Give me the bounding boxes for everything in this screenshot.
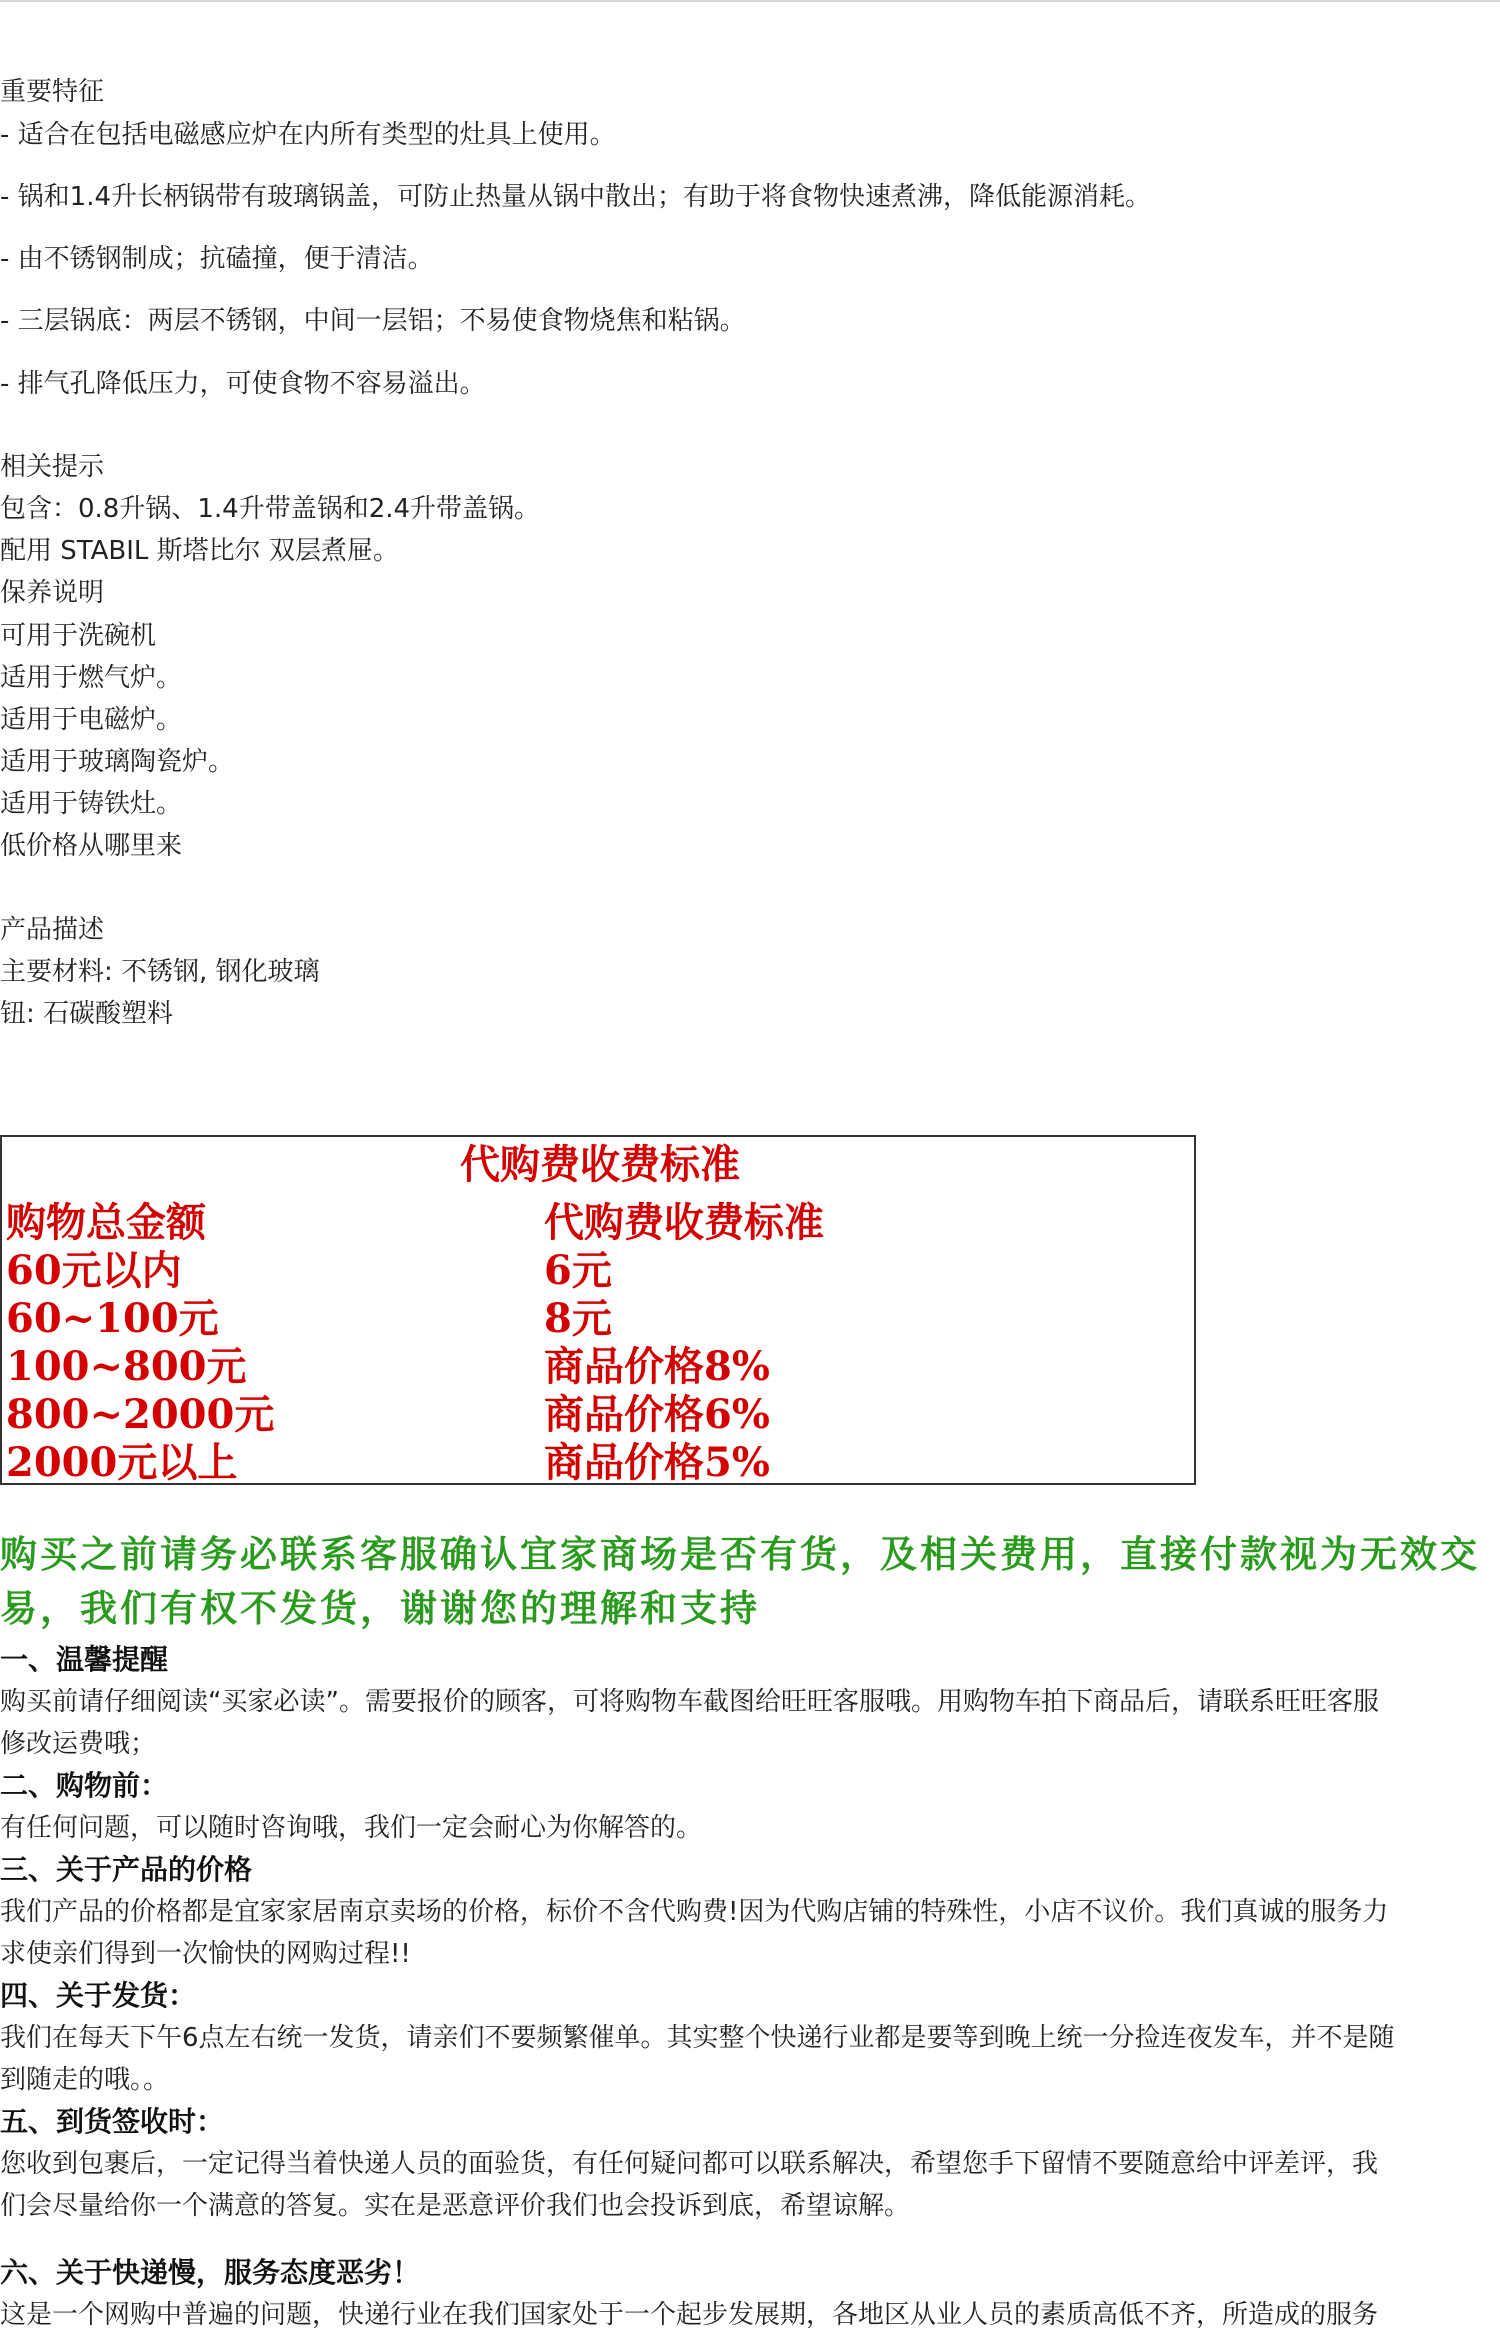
- fee-header-standard: 代购费收费标准: [544, 1199, 824, 1246]
- fee-row-fee: 8元: [544, 1295, 612, 1342]
- fee-row-amount: 60~100元: [6, 1295, 219, 1342]
- purchase-notice-line-2: 易，我们有权不发货，谢谢您的理解和支持: [0, 1586, 760, 1630]
- fee-header-amount: 购物总金额: [6, 1199, 206, 1246]
- section-text: 到随走的哦。。: [0, 2065, 170, 2095]
- description-knob: 钮: 石碳酸塑料: [0, 999, 174, 1029]
- fee-table: [0, 1135, 1196, 1485]
- section-heading: 五、到货签收时：: [0, 2105, 225, 2138]
- fee-row-amount: 800~2000元: [6, 1391, 275, 1438]
- fee-table-header: [2, 1199, 1198, 1247]
- feature-item-3: - 由不锈钢制成；抗磕撞，便于清洁。: [0, 244, 434, 274]
- section-heading: 四、关于发货：: [0, 1979, 197, 2012]
- fee-row: [2, 1343, 1198, 1391]
- fee-row-amount: 60元以内: [6, 1247, 182, 1294]
- fee-row-amount: 2000元以上: [6, 1439, 238, 1486]
- care-cast-iron: 适用于铸铁灶。: [0, 789, 183, 819]
- fee-row-fee: 商品价格6%: [544, 1391, 770, 1438]
- low-price-heading: 低价格从哪里来: [0, 831, 183, 861]
- feature-item-2: - 锅和1.4升长柄锅带有玻璃锅盖，可防止热量从锅中散出；有助于将食物快速煮沸，降低能源消耗。: [0, 182, 1151, 212]
- section-text: 购买前请仔细阅读“买家必读”。需要报价的顾客，可将购物车截图给旺旺客服哦。用购物车拍下商品后，请联系旺旺客服: [0, 1687, 1379, 1717]
- tips-contents: 包含：0.8升锅、1.4升带盖锅和2.4升带盖锅。: [0, 494, 541, 524]
- section-text: 这是一个网购中普遍的问题，快递行业在我们国家处于一个起步发展期，各地区从业人员的素质高低不齐，所造成的服务: [0, 2300, 1379, 2330]
- purchase-notice-line-1: 购买之前请务必联系客服确认宜家商场是否有货，及相关费用，直接付款视为无效交: [0, 1532, 1480, 1576]
- fee-table-title: 代购费收费标准: [460, 1141, 740, 1188]
- fee-row-fee: 6元: [544, 1247, 612, 1294]
- features-heading: 重要特征: [0, 77, 105, 107]
- section-heading: 六、关于快递慢，服务态度恶劣！: [0, 2256, 421, 2289]
- section-text: 我们在每天下午6点左右统一发货，请亲们不要频繁催单。其实整个快递行业都是要等到晚上统一分捡连夜发车，并不是随: [0, 2023, 1395, 2053]
- care-induction: 适用于电磁炉。: [0, 705, 183, 735]
- fee-row-amount: 100~800元: [6, 1343, 247, 1390]
- feature-item-5: - 排气孔降低压力，可使食物不容易溢出。: [0, 369, 486, 399]
- section-text: 有任何问题，可以随时咨询哦，我们一定会耐心为你解答的。: [0, 1813, 703, 1843]
- tips-pairing: 配用 STABIL 斯塔比尔 双层煮屉。: [0, 536, 399, 566]
- fee-row: [2, 1439, 1198, 1487]
- feature-item-1: - 适合在包括电磁感应炉在内所有类型的灶具上使用。: [0, 120, 616, 150]
- fee-row: [2, 1247, 1198, 1295]
- fee-row: [2, 1391, 1198, 1439]
- section-heading: 一、温馨提醒: [0, 1643, 169, 1676]
- section-text: 您收到包裹后，一定记得当着快递人员的面验货，有任何疑问都可以联系解决，希望您手下留情不要随意给中评差评，我: [0, 2149, 1379, 2179]
- fee-row: [2, 1295, 1198, 1343]
- feature-item-4: - 三层锅底：两层不锈钢，中间一层铝；不易使食物烧焦和粘锅。: [0, 306, 746, 336]
- section-text: 我们产品的价格都是宜家家居南京卖场的价格，标价不含代购费!因为代购店铺的特殊性，小店不议价。我们真诚的服务力: [0, 1897, 1389, 1927]
- care-dishwasher: 可用于洗碗机: [0, 621, 157, 651]
- care-ceramic: 适用于玻璃陶瓷炉。: [0, 747, 235, 777]
- description-material: 主要材料: 不锈钢, 钢化玻璃: [0, 957, 320, 987]
- description-heading: 产品描述: [0, 915, 105, 945]
- fee-row-fee: 商品价格8%: [544, 1343, 770, 1390]
- top-divider: [0, 0, 1500, 2]
- section-text: 们会尽量给你一个满意的答复。实在是恶意评价我们也会投诉到底，希望谅解。: [0, 2191, 911, 2221]
- care-gas: 适用于燃气炉。: [0, 663, 183, 693]
- section-text: 修改运费哦；: [0, 1729, 157, 1759]
- tips-heading: 相关提示: [0, 452, 105, 482]
- fee-row-fee: 商品价格5%: [544, 1439, 770, 1486]
- section-heading: 二、购物前：: [0, 1769, 169, 1802]
- section-heading: 三、关于产品的价格: [0, 1853, 253, 1886]
- section-text: 求使亲们得到一次愉快的网购过程!!: [0, 1939, 411, 1969]
- care-heading: 保养说明: [0, 578, 105, 608]
